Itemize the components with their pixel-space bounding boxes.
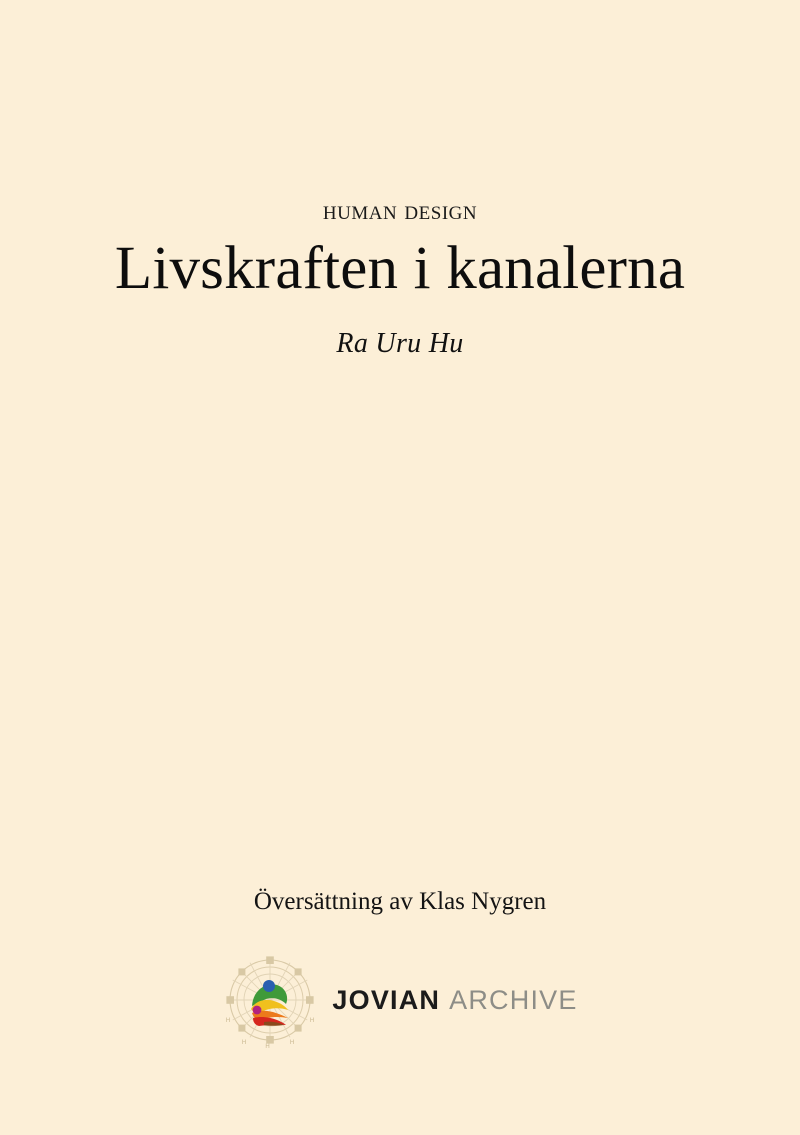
translator-credit: Översättning av Klas Nygren (253, 888, 547, 915)
svg-text:H: H (310, 1018, 315, 1024)
jovian-mandala-icon (222, 952, 318, 1048)
publisher-logo (0, 952, 800, 1048)
wordmark-jovian: JOVIAN (332, 984, 441, 1015)
publisher-wordmark (332, 985, 577, 1016)
svg-text:H: H (265, 1044, 271, 1048)
svg-text:H: H (242, 1040, 247, 1046)
series-label: human design (322, 195, 478, 225)
title-block (0, 196, 800, 360)
svg-text:H: H (290, 1040, 295, 1046)
author-name: Ra Uru Hu (336, 327, 464, 359)
wordmark-archive: ARCHIVE (449, 984, 578, 1015)
svg-text:H: H (226, 1018, 231, 1024)
page-title: Livskraften i kanalerna (114, 234, 686, 302)
